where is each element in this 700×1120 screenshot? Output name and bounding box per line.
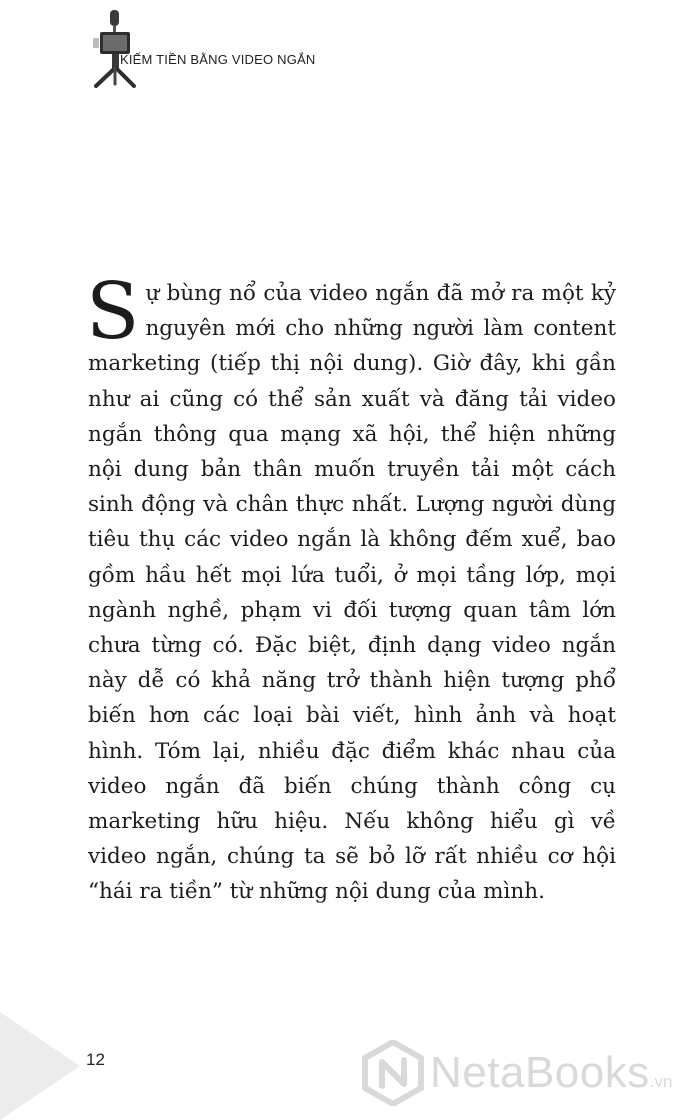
watermark-brand: NetaBooks xyxy=(430,1048,650,1097)
watermark xyxy=(360,1040,690,1110)
paragraph-text: ự bùng nổ của video ngắn đã mở ra một kỷ nguyên mới cho những người làm content marketing (tiếp thị nội dung). Giờ đây, khi gần như ai cũng có thể sản xuất và đăng tải video ngắn thông qua mạng xã hội, thể hiện những nội dung bản thân muốn truyền tải một cách sinh động và chân thực nhất. Lượng người dùng tiêu thụ các video ngắn là không đếm xuể, bao gồm hầu hết mọi lứa tuổi, ở mọi tầng lớp, mọi ngành nghề, phạm vi đối tượng quan tâm lớn chưa từng có. Đặc biệt, định dạng video ngắn này dễ có khả năng trở thành hiện tượng phổ biến hơn các loại bài viết, hình ảnh và hoạt hình. Tóm lại, nhiều đặc điểm khác nhau của video ngắn đã biến chúng thành công cụ marketing hữu hiệu. Nếu không hiểu gì về video ngắn, chúng ta sẽ bỏ lỡ rất nhiều cơ hội “hái ra tiền” từ những nội dung của mình. xyxy=(88,281,616,905)
netabooks-logo-icon xyxy=(360,1040,426,1106)
play-triangle-icon xyxy=(0,1012,80,1120)
running-title: KIẾM TIỀN BẰNG VIDEO NGẮN xyxy=(120,52,316,67)
page-number: 12 xyxy=(86,1050,105,1069)
watermark-suffix: .vn xyxy=(649,1072,673,1091)
body-paragraph xyxy=(86,267,616,910)
camera-tripod-icon xyxy=(80,8,152,88)
page-header xyxy=(80,8,380,88)
drop-cap: S xyxy=(86,267,140,357)
watermark-text xyxy=(430,1048,672,1098)
